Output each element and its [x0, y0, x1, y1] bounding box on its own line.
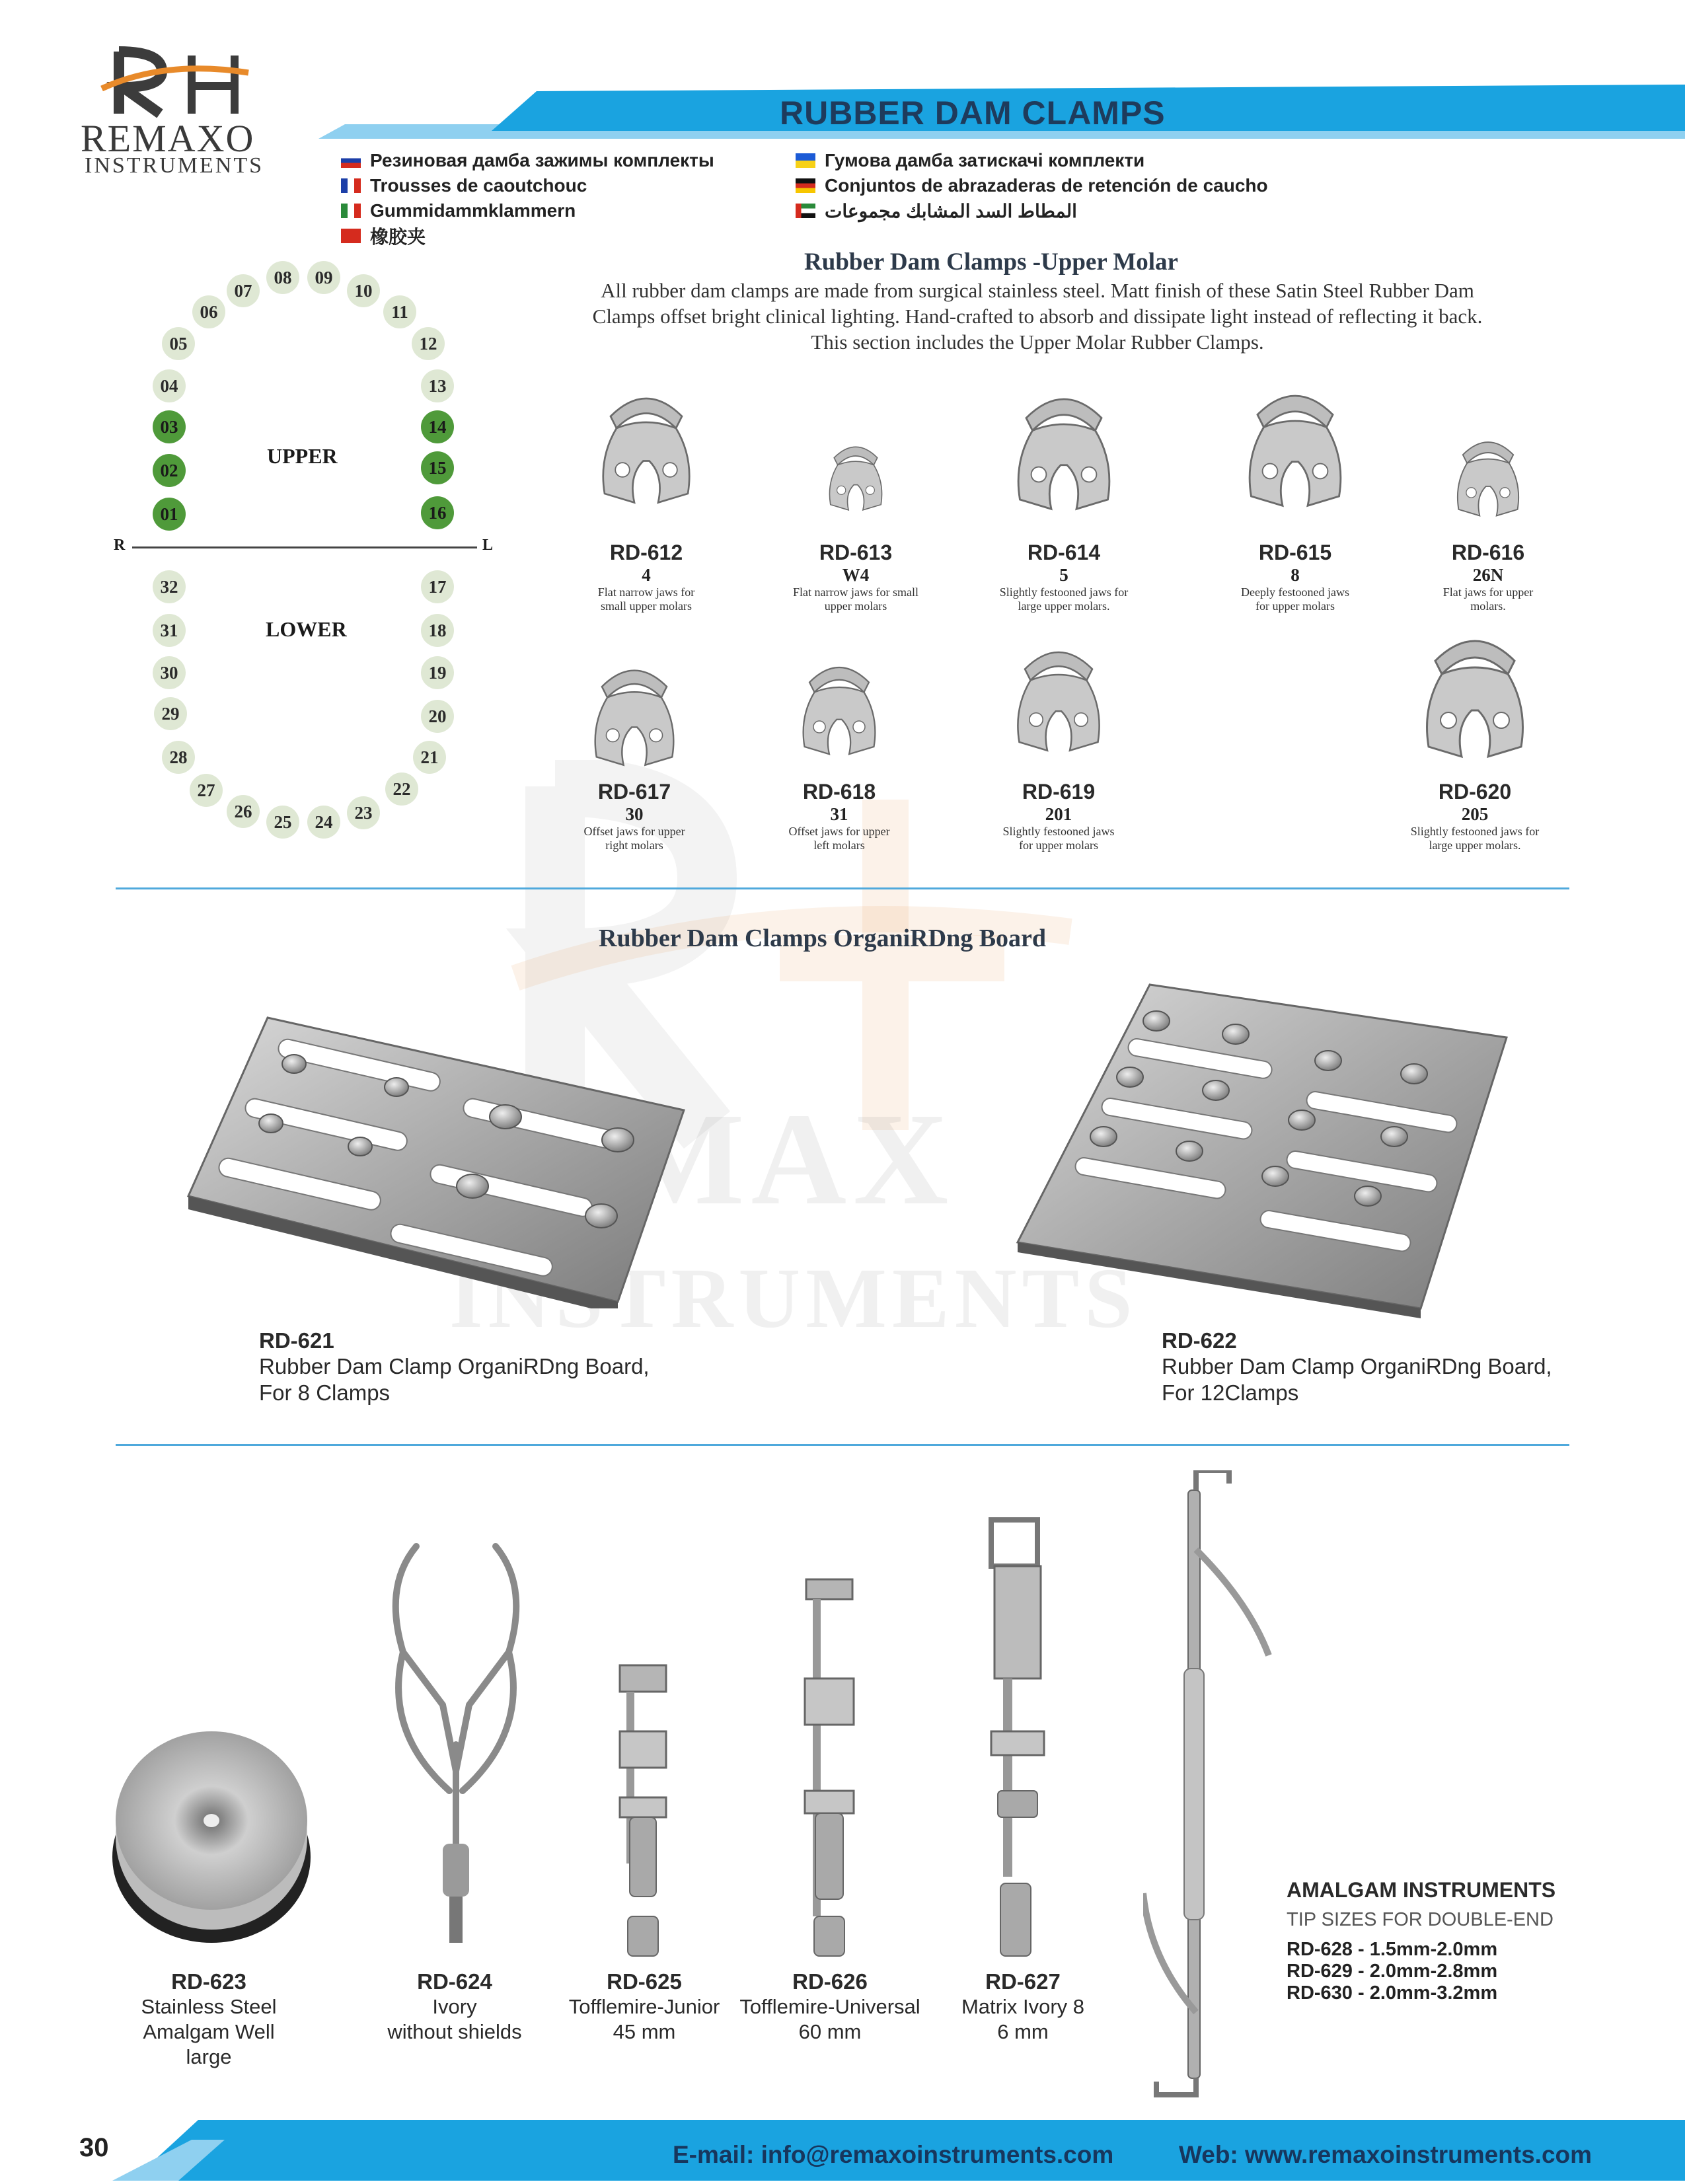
product-code: RD-627	[985, 1969, 1061, 1994]
clamp-item-rd-612	[560, 541, 732, 613]
midline-divider	[132, 546, 477, 548]
clamp-item-rd-615	[1209, 541, 1381, 613]
tooth-16: 16	[421, 496, 454, 529]
language-item	[341, 198, 764, 223]
amalgam-title: AMALGAM INSTRUMENTS	[1287, 1878, 1556, 1902]
product-description: large upper molars.	[1429, 839, 1521, 852]
product-description: upper molars	[824, 599, 887, 613]
watermark-text-instruments: INSTRUMENTS	[449, 1251, 1138, 1346]
tooth-20: 20	[421, 700, 454, 733]
tooth-22: 22	[385, 772, 418, 806]
clamp-item-rd-616	[1402, 541, 1574, 613]
brand-logo-icon	[99, 46, 251, 119]
product-description: 45 mm	[613, 2020, 676, 2043]
tofflemire-junior-image	[607, 1659, 686, 1963]
upper-molar-intro	[502, 278, 1573, 355]
organizer-board-image-12	[998, 978, 1526, 1322]
tooth-12: 12	[412, 327, 445, 360]
brand-name: REMAXO	[81, 117, 255, 160]
clamp-item-rd-618	[753, 780, 925, 852]
product-description: For 8 Clamps	[259, 1380, 391, 1405]
clamp-image	[790, 648, 889, 767]
footer-website[interactable]: Web: www.remaxoinstruments.com	[1179, 2141, 1592, 2168]
product-description: Ivory	[432, 1995, 477, 2018]
product-code: RD-621	[259, 1328, 334, 1353]
amalgam-size: RD-630 - 2.0mm-3.2mm	[1287, 1982, 1498, 2004]
clamp-item-rd-614	[978, 541, 1150, 613]
germany-flag-icon	[796, 178, 815, 193]
clamp-number: 31	[830, 804, 848, 824]
board-item-rd-621	[259, 1328, 722, 1406]
instrument-item-rd-625	[545, 1969, 743, 2045]
product-description: Amalgam Well	[143, 2020, 275, 2043]
language-list-right	[796, 148, 1298, 223]
product-description: right molars	[605, 839, 663, 852]
tooth-25: 25	[266, 806, 299, 839]
france-flag-icon	[341, 178, 361, 193]
product-code: RD-622	[1162, 1328, 1237, 1353]
tooth-29: 29	[154, 697, 187, 730]
instrument-item-rd-624	[356, 1969, 554, 2045]
product-description: Flat jaws for upper	[1442, 585, 1534, 599]
clamp-image	[575, 654, 694, 773]
product-description: Flat narrow jaws for	[597, 585, 695, 599]
italy-flag-icon	[341, 204, 361, 218]
tooth-32: 32	[153, 570, 186, 603]
instrument-item-rd-623	[110, 1969, 308, 2070]
clamp-item-rd-617	[548, 780, 720, 852]
page-number: 30	[79, 2133, 109, 2162]
clamp-image	[1001, 370, 1127, 529]
amalgam-instrument-image	[1143, 1470, 1275, 2098]
amalgam-well-image	[106, 1705, 317, 1956]
product-description: 6 mm	[997, 2020, 1049, 2043]
tooth-28: 28	[162, 741, 195, 774]
intro-line: Clamps offset bright clinical lighting. Hand-crafted to absorb and dissipate light instead of reflecting it back.	[592, 305, 1483, 328]
tooth-31: 31	[153, 614, 186, 647]
language-text: Trousses de caoutchouc	[370, 175, 587, 196]
tooth-30: 30	[153, 656, 186, 689]
language-list-left	[341, 148, 764, 248]
left-side-label: L	[482, 537, 494, 554]
language-item	[341, 223, 764, 248]
clamp-image	[1409, 621, 1541, 767]
product-description: Tofflemire-Universal	[739, 1995, 920, 2018]
product-description: Flat narrow jaws for small	[793, 585, 918, 599]
tooth-19: 19	[421, 656, 454, 689]
clamp-image	[1442, 430, 1534, 522]
product-description: Deeply festooned jaws	[1241, 585, 1349, 599]
footer-email[interactable]: E-mail: info@remaxoinstruments.com	[673, 2141, 1114, 2168]
clamp-number: 30	[625, 804, 644, 824]
product-description: small upper molars	[601, 599, 692, 613]
tooth-02: 02	[153, 454, 186, 487]
amalgam-subtitle: TIP SIZES FOR DOUBLE-END	[1287, 1909, 1554, 1930]
product-description: For 12Clamps	[1162, 1380, 1299, 1405]
clamp-item-rd-613	[770, 541, 942, 613]
tooth-23: 23	[347, 796, 380, 829]
product-code: RD-616	[1451, 541, 1525, 564]
product-description: Slightly festooned jaws	[1002, 825, 1115, 838]
upper-molar-title: Rubber Dam Clamps -Upper Molar	[804, 248, 1178, 276]
clamp-item-rd-619	[973, 780, 1144, 852]
clamp-number: 26N	[1472, 565, 1504, 585]
product-description: Offset jaws for upper	[788, 825, 890, 838]
amalgam-size: RD-628 - 1.5mm-2.0mm	[1287, 1939, 1498, 1960]
product-description: Rubber Dam Clamp OrganiRDng Board,	[1162, 1354, 1552, 1378]
intro-line: All rubber dam clamps are made from surgical stainless steel. Matt finish of these Satin Steel Rubber Dam	[601, 279, 1474, 302]
clamp-number: W4	[842, 565, 870, 585]
product-description: Matrix Ivory 8	[961, 1995, 1085, 2018]
language-item	[341, 148, 764, 173]
product-description: large upper molars.	[1018, 599, 1110, 613]
ivory-retainer-image	[377, 1533, 535, 1956]
instrument-item-rd-626	[731, 1969, 929, 2045]
tooth-07: 07	[227, 274, 260, 307]
lower-jaw-label: LOWER	[266, 617, 347, 641]
product-code: RD-613	[819, 541, 893, 564]
tofflemire-universal-image	[793, 1573, 872, 1963]
language-text: Conjuntos de abrazaderas de retención de caucho	[825, 175, 1268, 196]
tooth-26: 26	[227, 795, 260, 828]
product-code: RD-618	[802, 780, 876, 804]
clamp-image	[1002, 621, 1115, 773]
clamp-image	[816, 436, 895, 515]
tooth-14: 14	[421, 410, 454, 443]
product-description: 60 mm	[798, 2020, 862, 2043]
product-description: Tofflemire-Junior	[568, 1995, 720, 2018]
product-description: Offset jaws for upper	[583, 825, 685, 838]
right-side-label: R	[114, 537, 126, 554]
product-description: Rubber Dam Clamp OrganiRDng Board,	[259, 1354, 650, 1378]
tooth-05: 05	[162, 327, 195, 360]
page-title: RUBBER DAM CLAMPS	[780, 94, 1166, 132]
tooth-06: 06	[192, 295, 225, 328]
product-description: without shields	[387, 2020, 522, 2043]
product-code: RD-624	[417, 1969, 492, 1994]
tooth-08: 08	[266, 261, 299, 294]
board-item-rd-622	[1162, 1328, 1624, 1406]
language-text: Гумова дамба затискачі комплекти	[825, 150, 1145, 170]
product-code: RD-615	[1258, 541, 1332, 564]
organizer-board-image-8	[168, 1004, 697, 1308]
clamp-image	[1232, 370, 1358, 522]
matrix-ivory-image	[978, 1513, 1057, 1963]
clamp-item-rd-620	[1389, 780, 1561, 852]
product-description: for upper molars	[1019, 839, 1098, 852]
tooth-01: 01	[153, 498, 186, 531]
language-text: المطاط السد المشابك مجموعات	[825, 200, 1077, 221]
product-description: Stainless Steel	[141, 1995, 277, 2018]
language-text: 橡胶夹	[370, 227, 426, 247]
amalgam-instruments-info	[1287, 1878, 1657, 2004]
section-divider	[116, 1444, 1569, 1446]
product-code: RD-612	[609, 541, 683, 564]
product-code: RD-626	[792, 1969, 868, 1994]
brand-subtitle: INSTRUMENTS	[85, 153, 264, 178]
product-code: RD-623	[171, 1969, 246, 1994]
product-code: RD-619	[1022, 780, 1096, 804]
clamp-number: 5	[1059, 565, 1068, 585]
clamp-number: 4	[642, 565, 651, 585]
clamp-number: 205	[1461, 804, 1489, 824]
product-code: RD-620	[1438, 780, 1512, 804]
product-description: molars.	[1470, 599, 1506, 613]
tooth-21: 21	[413, 741, 446, 774]
instrument-item-rd-627	[924, 1969, 1122, 2045]
tooth-24: 24	[307, 806, 340, 839]
ukraine-flag-icon	[796, 153, 815, 168]
tooth-10: 10	[347, 274, 380, 307]
tooth-15: 15	[421, 451, 454, 484]
tooth-18: 18	[421, 614, 454, 647]
tooth-03: 03	[153, 410, 186, 443]
language-text: Резиновая дамба зажимы комплекты	[370, 150, 714, 170]
language-text: Gummidammklammern	[370, 200, 576, 221]
product-code: RD-617	[597, 780, 671, 804]
section-divider	[116, 887, 1569, 889]
language-item	[341, 173, 764, 198]
amalgam-size: RD-629 - 2.0mm-2.8mm	[1287, 1961, 1498, 1982]
tooth-11: 11	[383, 295, 416, 328]
tooth-27: 27	[190, 774, 223, 807]
tooth-04: 04	[153, 369, 186, 402]
watermark-text-remax: REMAX	[423, 1086, 955, 1232]
uae-flag-icon	[796, 204, 815, 218]
clamp-number: 8	[1291, 565, 1300, 585]
upper-jaw-label: UPPER	[267, 444, 338, 468]
china-flag-icon	[341, 229, 361, 243]
tooth-17: 17	[421, 570, 454, 603]
language-item	[796, 173, 1298, 198]
boards-title: Rubber Dam Clamps OrganiRDng Board	[599, 924, 1047, 952]
tooth-09: 09	[307, 261, 340, 294]
tooth-13: 13	[421, 369, 454, 402]
language-item	[796, 198, 1298, 223]
product-code: RD-614	[1027, 541, 1101, 564]
product-description: left molars	[813, 839, 865, 852]
product-description: Slightly festooned jaws for	[1410, 825, 1540, 838]
product-description: for upper molars	[1255, 599, 1335, 613]
russia-flag-icon	[341, 153, 361, 168]
intro-line: This section includes the Upper Molar Rubber Clamps.	[811, 330, 1264, 354]
clamp-image	[587, 377, 706, 515]
product-code: RD-625	[607, 1969, 682, 1994]
clamp-number: 201	[1045, 804, 1072, 824]
product-description: large	[186, 2045, 232, 2068]
product-description: Slightly festooned jaws for	[999, 585, 1129, 599]
language-item	[796, 148, 1298, 173]
